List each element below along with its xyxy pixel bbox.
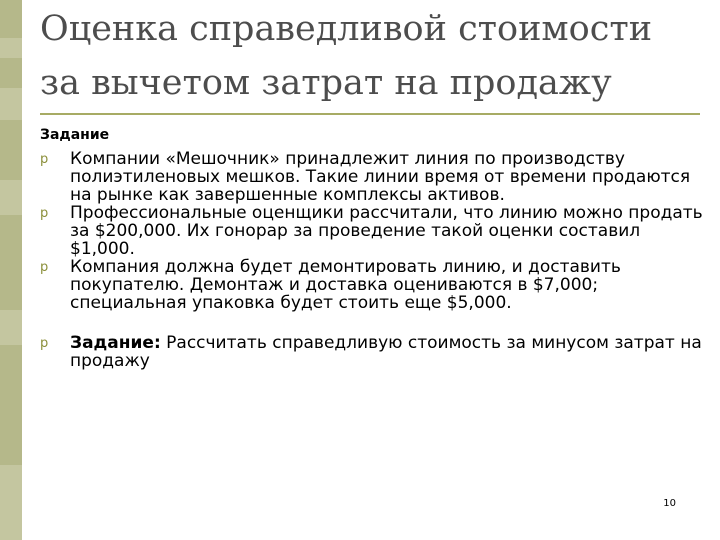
bullet-item-2 xyxy=(40,204,705,258)
left-bar-block xyxy=(0,120,22,180)
bullet-text: Компании «Мешочник» принадлежит линия по производству полиэтиленовых мешков. Такие линии время от времени продаются на рынке как завершенные комплексы активов. xyxy=(70,149,691,205)
bullet-text: Компания должна будет демонтировать линию, и доставить покупателю. Демонтаж и доставка оцениваются в $7,000; специальная упаковка будет стоить еще $5,000. xyxy=(70,257,621,313)
bullet-square-icon: p xyxy=(40,152,49,167)
bullet-list xyxy=(40,150,705,370)
title-underline xyxy=(40,113,700,115)
bullet-spacer xyxy=(40,312,705,334)
title-line-2: за вычетом затрат на продажу xyxy=(40,63,612,103)
left-decorative-bar xyxy=(0,0,22,540)
task-label: Задание: xyxy=(70,333,161,353)
title-line-1: Оценка справедливой стоимости xyxy=(40,9,653,49)
left-bar-block xyxy=(0,58,22,88)
bullet-item-1 xyxy=(40,150,705,204)
bullet-text: Профессиональные оценщики рассчитали, что линию можно продать за $200,000. Их гонорар за проведение такой оценки составил $1,000. xyxy=(70,203,703,259)
page-number: 10 xyxy=(663,498,676,509)
left-bar-block xyxy=(0,345,22,465)
section-heading: Задание xyxy=(40,127,110,143)
bullet-square-icon: p xyxy=(40,206,49,221)
bullet-square-icon: p xyxy=(40,336,49,351)
task-text: Рассчитать справедливую стоимость за минусом затрат на продажу xyxy=(70,333,702,371)
left-bar-block xyxy=(0,215,22,310)
slide-title xyxy=(40,2,700,110)
bullet-item-task xyxy=(40,334,705,370)
left-bar-block xyxy=(0,0,22,38)
bullet-item-3 xyxy=(40,258,705,312)
bullet-square-icon: p xyxy=(40,260,49,275)
